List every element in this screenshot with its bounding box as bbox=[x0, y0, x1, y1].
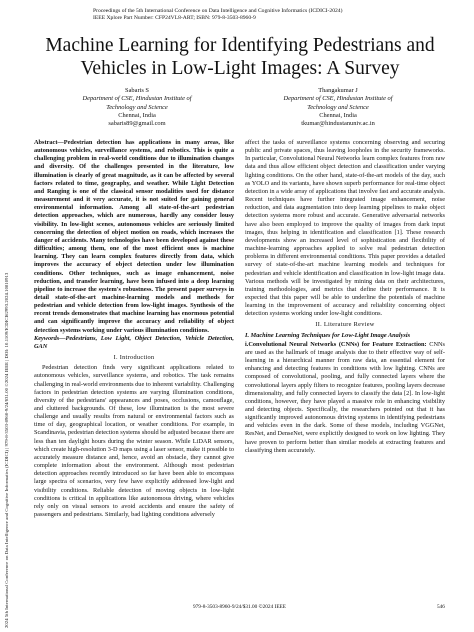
author-email: tkumar@hindustanuniv.ac.in bbox=[301, 120, 375, 128]
doi-sidebar-text: 2024 5th International Conference on Data Intelligence and Cognitive Informatics (ICDICI) | 979-8-3503-8960-9/24/$31.00 ©2024 IEEE | DOI: 10.1109/ICDICI62993.2024.10810913 bbox=[4, 272, 9, 628]
author-dept: Department of CSE, Hindustan Institute of bbox=[82, 95, 192, 103]
doi-sidebar bbox=[2, 55, 14, 630]
author-name: Thangakumar J bbox=[318, 87, 358, 94]
page-number: 546 bbox=[437, 604, 445, 610]
author-dept-2: Technology and Science bbox=[106, 103, 168, 111]
cnn-text: CNNs are used as the hallmark of image analysis due to their effective way of self-learning in a hierarchical manner from raw data, an essential element for enhancing and detecting features in conditions with low lighting. CNNs are composed of convolutional, pooling, and fully connected layers where the convolutional layers apply filters to recognize features, pooling layers decrease dimensionality, and fully connected layers to classify the data [2]. In low-light conditions, however, they have played a massive role in enhancing visibility and detecting objects. Specifically, the researchers pointed out that it has significantly improved autonomous driving systems in identifying pedestrians and vehicles even in the dark. Some of these models, including VGGNet, ResNet, and DenseNet, were explicitly designed to work on low lighting. They have proven to perform better than similar models at extracting features and classifying them accurately. bbox=[245, 340, 445, 454]
author-dept-2: Technology and Science bbox=[307, 103, 369, 111]
author-city: Chennai, India bbox=[319, 111, 357, 119]
introduction-continued: affect the tasks of surveillance systems concerning observing and securing public and private spaces, thus leaving loopholes in the security frameworks. In particular, Convolutional Neural Networks learn complex features from raw data and thus allow efficient object detection and classification under varying lighting conditions. On the other hand, state-of-the-art models of the day, such as YOLO and its variants, have shown superb performance for real-time object detection in a wide array of applications that involve fast and accurate analysis. Recent techniques have further integrated image enhancement, noise reduction, and data augmentation into deep learning pipelines to make object detection systems more robust and accurate. Generative adversarial networks have also been employed to improve the quality of images from dark input images, thus helping in identification and classification [1]. These research developments show an increased level of sophistication and flexibility of machine-learning approaches applied to solve real pedestrian detection problems in different environmental conditions. This paper provides a detailed survey of state-of-the-art machine learning models and techniques for pedestrian and vehicle identification and classification in low-light image data. Various methods will be investigated by mining data on their architectures, training methodologies, and metrics that define their performance. It is expected that this paper will be able to underline the potentials of machine learning in the improvement of accuracy and reliability concerning object detection systems working under low-light conditions. bbox=[245, 139, 445, 318]
cnn-paragraph bbox=[245, 341, 445, 455]
author-city: Chennai, India bbox=[118, 111, 156, 119]
section-heading-introduction: I. Introduction bbox=[113, 354, 155, 362]
conference-line-2: IEEE Xplore Part Number: CFP24VL8-ART; ISBN: 979-8-3503-8960-9 bbox=[93, 15, 256, 21]
author-name: Sabaris S bbox=[125, 87, 149, 94]
author-dept: Department of CSE, Hindustan Institute of bbox=[283, 95, 393, 103]
footer-isbn: 979-8-3503-8960-9/24/$31.00 ©2024 IEEE bbox=[193, 604, 287, 610]
keywords: Keywords—Pedestrians, Low Light, Object Detection, Vehicle Detection, GAN bbox=[34, 334, 234, 350]
right-column bbox=[245, 139, 445, 455]
conference-line-1: Proceedings of the 5th International Conference on Data Intelligence and Cognitive Informatics (ICDICI-2024) bbox=[93, 8, 343, 14]
conference-header bbox=[93, 8, 342, 22]
introduction-paragraph: Pedestrian detection finds very significant applications related to autonomous vehicles, surveillance systems, and robotics. The task remains challenging in real-world environments due to inherent variability. Challenging factors in pedestrian detection systems are varying illumination conditions, diversity of the pedestrians' appearances and poses, occlusions, camouflage, and cluttered backgrounds. Of these, low illumination is the most severe challenge and usually results from natural or environmental factors such as time of day, geographical location, or weather conditions. For example, in Scandinavia, pedestrian detection systems should be adjusted because there are less than ten daylight hours during the winter season. While LiDAR sensors, which create high-resolution 3-D maps using a laser sensor, make it possible to accurately measure distance and, hence, avoid an obstacle, they cannot give complete information about the environment. Although most pedestrian detection approaches recently introduced so far have been able to encompass large spectra of scenarios, very few have explicitly addressed low-light and visibility conditions. Reliable detection of moving objects in low-light conditions is critical in applications like autonomous driving, where vehicles rely only on visual sensors to avoid accidents and ensure the safety of passengers and pedestrians. Similarly, bad lighting conditions adversely bbox=[34, 364, 234, 519]
paper-title: Machine Learning for Identifying Pedestrians and Vehicles in Low-Light Images: A Survey bbox=[45, 35, 435, 79]
cnn-label: i.Convolutional Neural Networks (CNNs) for Feature Extraction: bbox=[245, 340, 427, 348]
author-block-1 bbox=[42, 87, 232, 128]
section-heading-literature-review: II. Literature Review bbox=[315, 321, 375, 329]
subsection-heading: I. Machine Learning Techniques for Low-Light Image Analysis bbox=[245, 331, 411, 339]
left-column bbox=[34, 139, 234, 519]
author-block-2 bbox=[243, 87, 433, 128]
author-email: sabaris89@gmail.com bbox=[108, 120, 166, 128]
abstract: Abstract—Pedestrian detection has applications in many areas, like autonomous vehicles, surveillance systems, and robotics. This is quite a challenging problem in real-world conditions due to illumination changes and diversity. Of the challenges presented in the literature, low illumination is clearly of great magnitude, as it can be affected by several factors related to time, geography, and weather. While Light Detection and Ranging is one of the classical sensor modalities used for distance measurement and it very accurate, it is not suited for gaining general environmental information. Among all state-of-the-art pedestrian detection approaches, which are numerous, hardly any consider lousy visibility. In low-light scenes, autonomous vehicles are seriously limited concerning the detection of object motion on roads, which increases the danger of accidents. Many technologies have been developed against these difficulties; among them, one of the most efficient ones is machine learning. They can learn complex features directly from data, which improves the accuracy of object detection under low illumination conditions. Other techniques, such as image enhancement, noise reduction, and transfer learning, have been infused into a deep learning pipeline to increase the system's robustness. The present paper surveys in detail state-of-the-art machine-learning models and methods for pedestrian and vehicle detection from low-light images. Synthesis of the recent trends demonstrates that machine learning has enormous potential and can significantly improve the accuracy and reliability of object detection systems working under various illumination conditions. bbox=[34, 139, 234, 334]
